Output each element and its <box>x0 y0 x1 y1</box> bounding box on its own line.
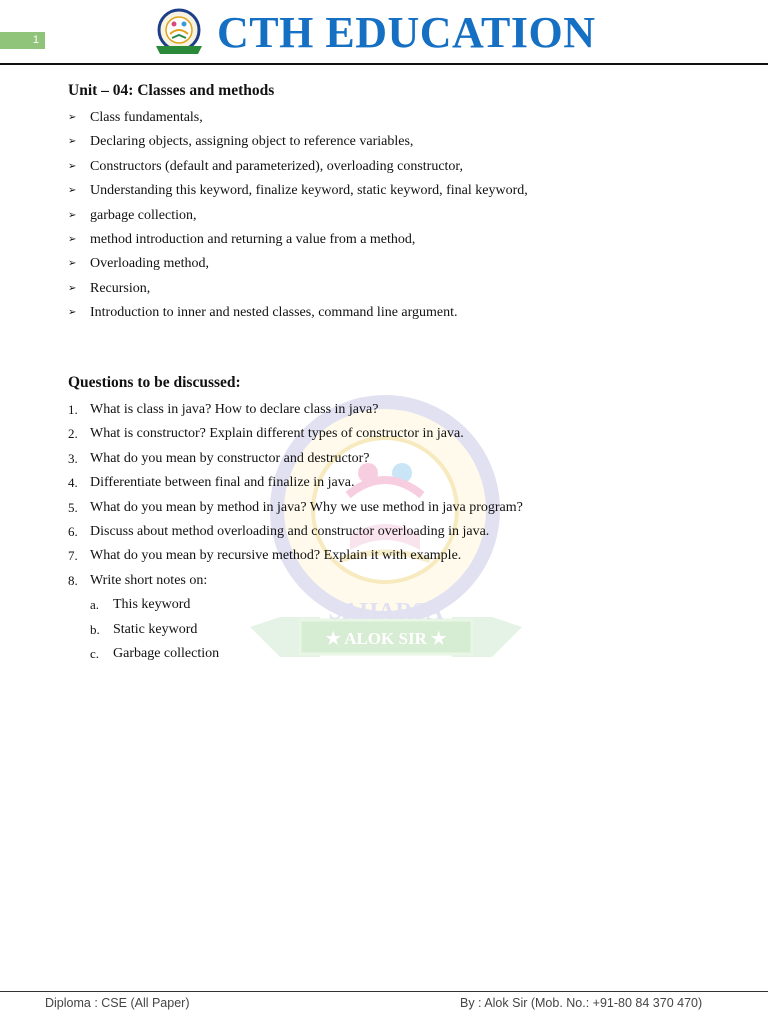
list-item: ➢ Declaring objects, assigning object to reference variables, <box>68 130 708 154</box>
question-item: 8. Write short notes on: <box>68 569 708 593</box>
sub-question-item: a. This keyword <box>68 593 708 617</box>
list-item: ➢ garbage collection, <box>68 204 708 228</box>
sub-question-item: b. Static keyword <box>68 618 708 642</box>
footer-author: By : Alok Sir (Mob. No.: +91-80 84 370 470) <box>460 996 703 1010</box>
topic-list <box>68 106 708 326</box>
question-item: 7. What do you mean by recursive method? Explain it with example. <box>68 544 708 568</box>
arrow-bullet-icon: ➢ <box>68 185 77 197</box>
cth-logo-icon <box>152 8 206 58</box>
arrow-bullet-icon: ➢ <box>68 282 77 294</box>
sub-question-letter: a. <box>90 597 100 613</box>
header-divider <box>0 63 768 65</box>
sub-question-letter: b. <box>90 621 100 637</box>
svg-text:SAHARSA: SAHARSA <box>328 599 444 625</box>
list-item: ➢ Constructors (default and parameterized), overloading constructor, <box>68 155 708 179</box>
question-number: 3. <box>68 450 78 466</box>
question-list <box>68 398 708 666</box>
question-item: 4. Differentiate between final and finalize in java. <box>68 471 708 495</box>
page-header <box>0 0 768 66</box>
arrow-bullet-icon: ➢ <box>68 160 77 172</box>
question-item: 1. What is class in java? How to declare class in java? <box>68 398 708 422</box>
sub-question-letter: c. <box>90 645 100 661</box>
arrow-bullet-icon: ➢ <box>68 136 77 148</box>
arrow-bullet-icon: ➢ <box>68 307 77 319</box>
list-item: ➢ Class fundamentals, <box>68 106 708 130</box>
question-number: 2. <box>68 426 78 442</box>
list-item: ➢ method introduction and returning a value from a method, <box>68 228 708 252</box>
arrow-bullet-icon: ➢ <box>68 233 77 245</box>
brand-title: CTH EDUCATION <box>217 8 596 57</box>
list-item: ➢ Recursion, <box>68 277 708 301</box>
arrow-bullet-icon: ➢ <box>68 258 77 270</box>
list-item: ➢ Introduction to inner and nested classes, command line argument. <box>68 301 708 325</box>
footer-course: Diploma : CSE (All Paper) <box>45 996 190 1010</box>
page-number-tab: 1 <box>0 32 45 49</box>
question-item: 2. What is constructor? Explain different types of constructor in java. <box>68 422 708 446</box>
question-number: 8. <box>68 572 78 588</box>
footer-divider <box>0 991 768 992</box>
question-number: 5. <box>68 499 78 515</box>
question-number: 1. <box>68 402 78 417</box>
question-item: 3. What do you mean by constructor and destructor? <box>68 447 708 471</box>
question-item: 6. Discuss about method overloading and constructor overloading in java. <box>68 520 708 544</box>
question-number: 6. <box>68 523 78 539</box>
sub-question-list <box>68 593 708 666</box>
question-number: 7. <box>68 548 78 564</box>
questions-heading: Questions to be discussed: <box>68 374 241 391</box>
svg-text:★ ALOK SIR ★: ★ ALOK SIR ★ <box>325 629 447 648</box>
question-item: 5. What do you mean by method in java? Why we use method in java program? <box>68 496 708 520</box>
arrow-bullet-icon: ➢ <box>68 209 77 221</box>
arrow-bullet-icon: ➢ <box>68 112 77 123</box>
sub-question-group <box>68 593 708 666</box>
list-item: ➢ Overloading method, <box>68 252 708 276</box>
list-item: ➢ Understanding this keyword, finalize keyword, static keyword, final keyword, <box>68 179 708 203</box>
question-number: 4. <box>68 475 78 491</box>
sub-question-item: c. Garbage collection <box>68 642 708 666</box>
unit-heading: Unit – 04: Classes and methods <box>68 82 275 99</box>
